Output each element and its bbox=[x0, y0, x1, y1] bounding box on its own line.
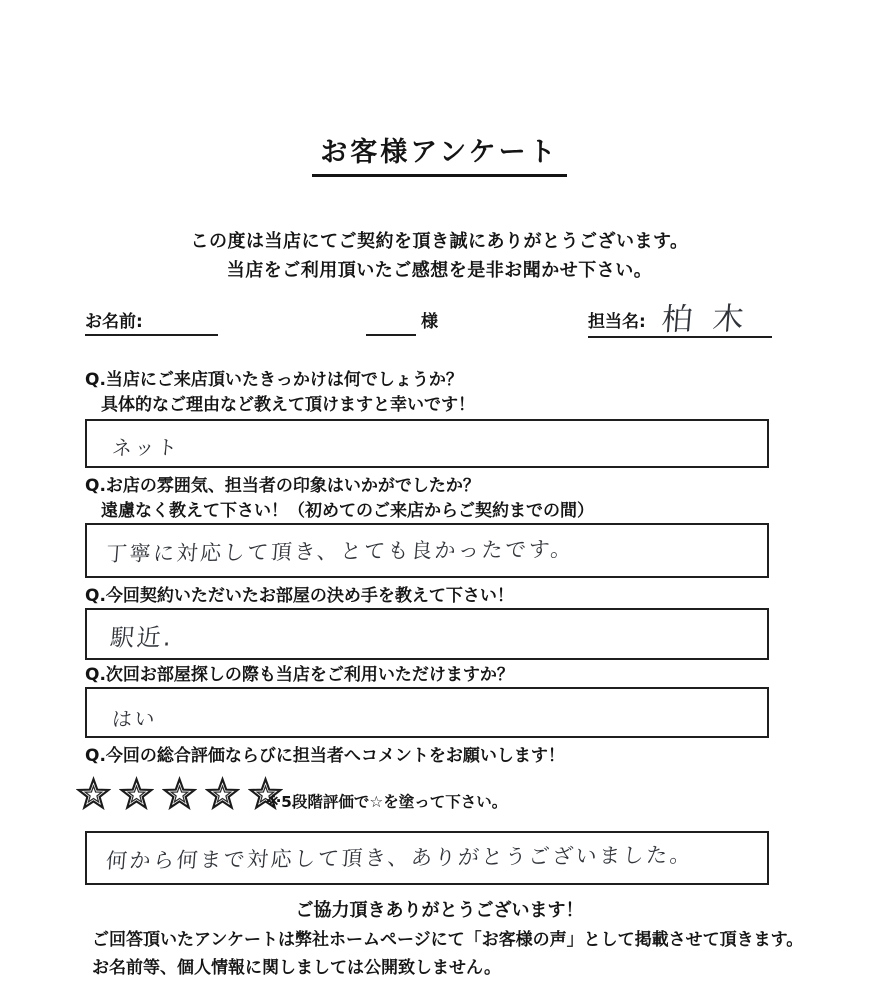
star-rating bbox=[76, 775, 283, 813]
question-1-sublabel: 具体的なご理由など教えて頂けますと幸いです！ bbox=[101, 395, 475, 415]
title-wrap bbox=[0, 130, 879, 177]
staff-label: 担当名: bbox=[588, 312, 646, 332]
question-2-sublabel: 遠慮なく教えて下さい！（初めてのご来店からご契約までの間） bbox=[101, 501, 594, 521]
intro-line-1: この度は当店にてご契約を頂き誠にありがとうございます。 bbox=[190, 231, 689, 252]
star-icon bbox=[76, 775, 111, 813]
answer-3-handwritten: 駅近. bbox=[109, 623, 175, 653]
question-5-label: Q.今回の総合評価ならびに担当者へコメントをお願いします！ bbox=[85, 746, 565, 766]
name-field-line bbox=[85, 334, 218, 336]
answer-2-handwritten: 丁寧に対応して頂き、とても良かったです。 bbox=[105, 537, 575, 567]
footer-notice-1: ご回答頂いたアンケートは弊社ホームページにて「お客様の声」として掲載させて頂きます。 bbox=[92, 930, 804, 950]
staff-name-handwritten: 柏木 bbox=[660, 300, 765, 339]
star-icon bbox=[162, 775, 197, 813]
answer-1-handwritten: ネット bbox=[111, 435, 181, 461]
intro-line-2: 当店をご利用頂いたご感想を是非お聞かせ下さい。 bbox=[226, 260, 653, 281]
footer-notice-2: お名前等、個人情報に関しましては公開致しません。 bbox=[92, 958, 502, 978]
answer-box-1 bbox=[85, 419, 769, 468]
question-4-label: Q.次回お部屋探しの際も当店をご利用いただけますか？ bbox=[85, 665, 514, 685]
answer-box-2 bbox=[85, 523, 769, 578]
answer-box-5 bbox=[85, 831, 769, 885]
star-icon bbox=[205, 775, 240, 813]
answer-box-4 bbox=[85, 687, 769, 738]
intro-text bbox=[0, 227, 879, 285]
star-icon bbox=[119, 775, 154, 813]
answer-box-3 bbox=[85, 608, 769, 660]
answer-5-handwritten: 何から何まで対応して頂き、ありがとうございました。 bbox=[105, 842, 695, 874]
answer-4-handwritten: はい bbox=[111, 706, 158, 732]
honorific-label: 様 bbox=[421, 312, 438, 332]
name-label: お名前: bbox=[85, 312, 143, 332]
footer-thanks: ご協力頂きありがとうございます！ bbox=[295, 900, 584, 921]
question-2-label: Q.お店の雰囲気、担当者の印象はいかがでしたか？ bbox=[85, 476, 480, 496]
star-rating-note: ※5段階評価で☆を塗って下さい。 bbox=[266, 793, 508, 811]
page-title: お客様アンケート bbox=[312, 130, 566, 177]
honorific-field-line bbox=[366, 334, 416, 336]
question-1-label: Q.当店にご来店頂いたきっかけは何でしょうか？ bbox=[85, 370, 463, 390]
question-3-label: Q.今回契約いただいたお部屋の決め手を教えて下さい！ bbox=[85, 586, 514, 606]
